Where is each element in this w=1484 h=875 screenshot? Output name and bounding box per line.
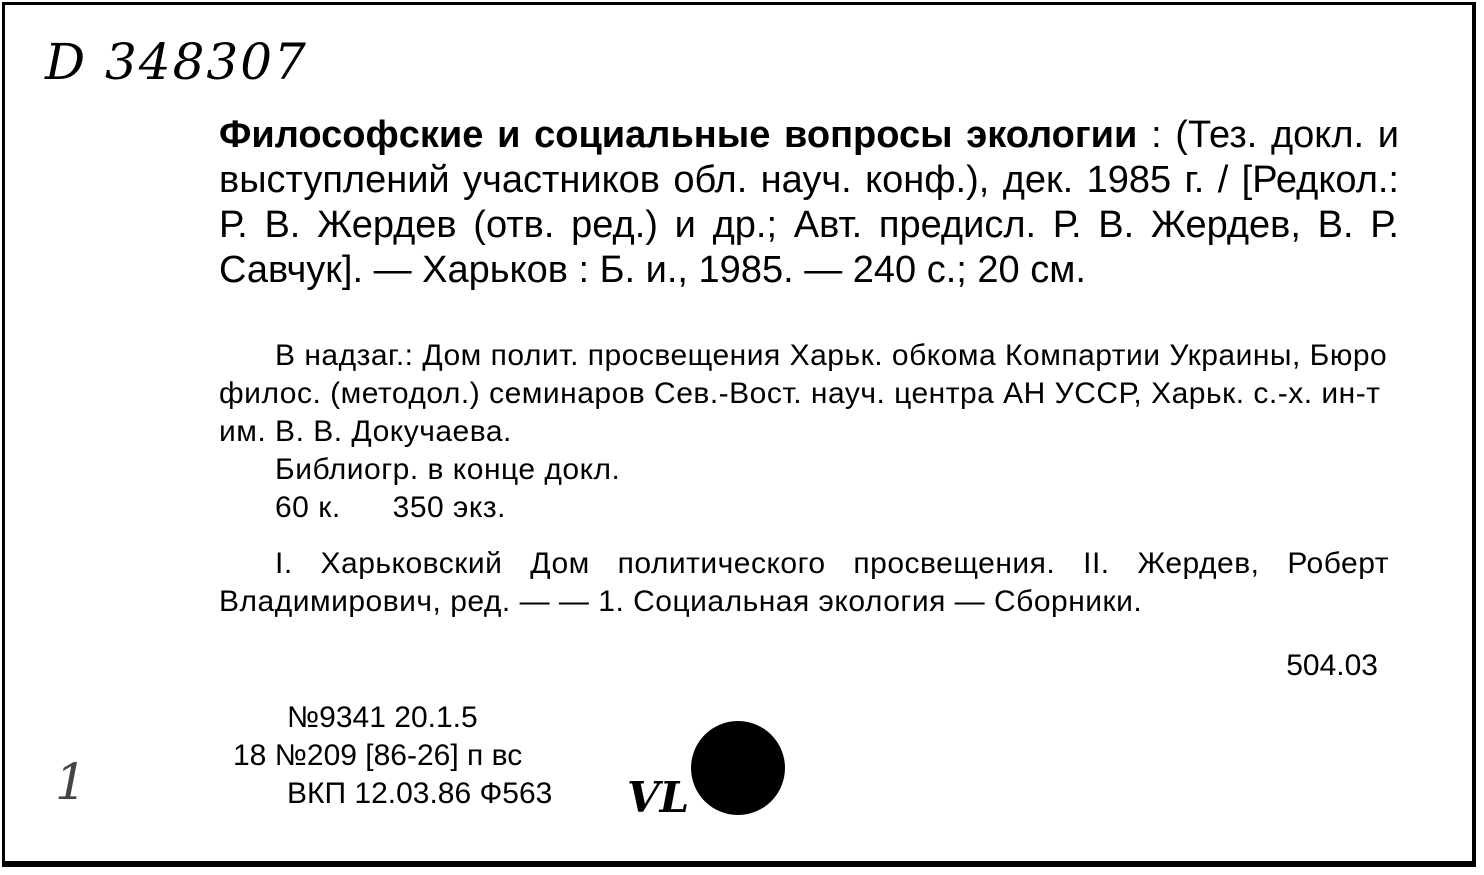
note-bibliography: Библиогр. в конце докл. [275, 453, 621, 486]
copies: 350 экз. [392, 491, 506, 524]
service-line-1: №9341 20.1.5 [287, 701, 478, 734]
service-block [233, 699, 552, 813]
service-line-2: 18 №209 [86-26] п вс [233, 739, 523, 772]
note-series: В надзаг.: Дом полит. просвещения Харьк. обкома Компартии Украины, Бюро филос. (методол.) семинаров Сев.-Вост. науч. центра АН УССР, Харьк. с.-х. ин-т им. В. В. Докучаева. [219, 339, 1388, 448]
tracings: I. Харьковский Дом политического просвещения. II. Жердев, Роберт Владимирович, ред. — — 1. Социальная экология — Сборники. [219, 547, 1389, 618]
publication-details: : (Тез. докл. и выступлений участников обл. науч. конф.), дек. 1985 г. / [Редкол.: Р. В. Жердев (отв. ред.) и др.; Авт. предисл. Р. В. Жердев, В. Р. Савчук]. — Харьков : Б. и., 1985. — 240 с.; 20 см. [219, 114, 1399, 291]
punched-hole [691, 721, 785, 815]
book-title: Философские и социальные вопросы экологии [219, 114, 1138, 156]
classification-number: 504.03 [1286, 649, 1378, 682]
catalog-card [2, 2, 1476, 867]
pencil-mark: 1 [55, 753, 87, 811]
notes-section [219, 337, 1395, 527]
shelfmark: D 348307 [45, 33, 308, 91]
main-description [219, 113, 1399, 293]
service-line-3: ВКП 12.03.86 Ф563 [287, 777, 553, 810]
price: 60 к. [275, 491, 341, 524]
price-line [219, 489, 1395, 527]
handwritten-initials: VL [627, 773, 690, 822]
